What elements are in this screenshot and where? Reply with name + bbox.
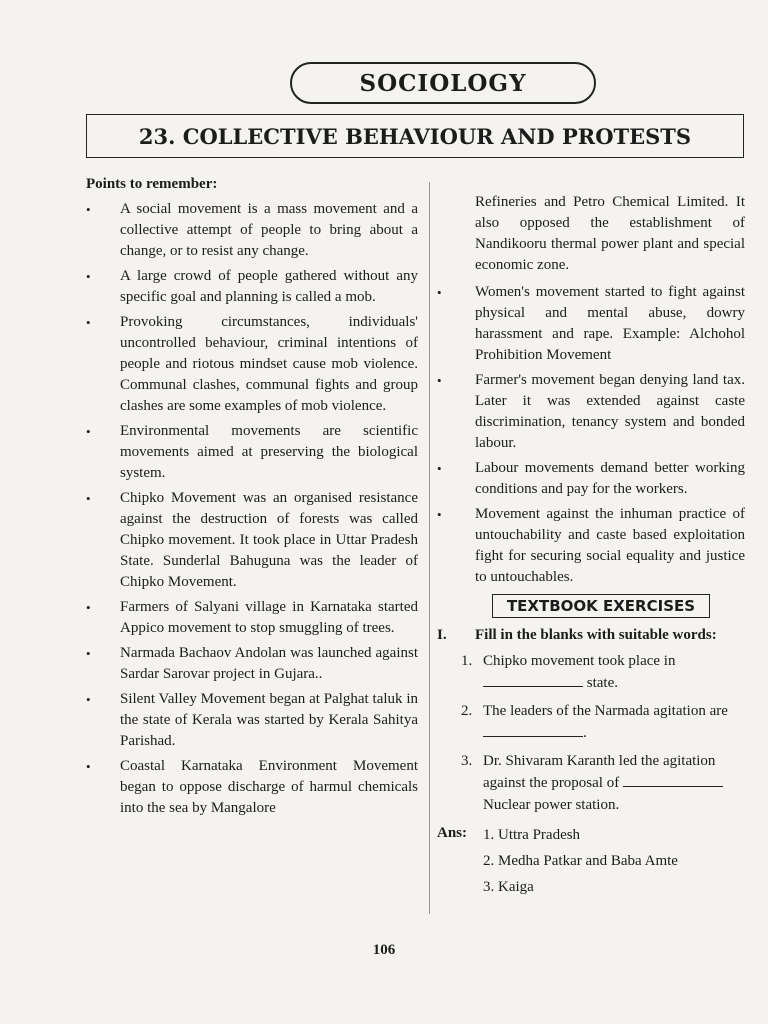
list-item: • Coastal Karnataka Environment Movement began to oppose discharge of harmul chemicals into the sea by Mangalore — [86, 758, 418, 816]
bullet-icon: • — [86, 269, 91, 284]
section-instruction — [437, 624, 745, 646]
bullet-icon: • — [86, 424, 91, 439]
bullet-icon: • — [437, 285, 442, 300]
answers-label: Ans: — [437, 825, 468, 841]
question-item — [437, 700, 745, 744]
question-text-after: Nuclear power station. — [483, 797, 620, 813]
exercises-title-wrap — [457, 594, 745, 618]
question-item — [437, 650, 745, 694]
answers-list — [483, 822, 678, 900]
bullet-icon: • — [86, 646, 91, 661]
list-item: • A large crowd of people gathered without any specific goal and planning is called a mob. — [86, 268, 418, 305]
left-column — [86, 176, 418, 823]
question-text: The leaders of the Narmada agitation are — [483, 703, 728, 719]
chapter-title: 23. COLLECTIVE BEHAVIOUR AND PROTESTS — [86, 114, 744, 158]
question-text-after: state. — [586, 675, 618, 691]
section-mark: I. — [437, 627, 447, 643]
answer-blank — [483, 672, 583, 687]
list-item: • Environmental movements are scientific movements aimed at preserving the biological system. — [86, 423, 418, 481]
list-item: • Silent Valley Movement began at Palghat taluk in the state of Kerala was started by Kerala Sahitya Parishad. — [86, 691, 418, 749]
answer-item: 3. Kaiga — [483, 879, 534, 895]
answer-blank — [623, 772, 723, 787]
list-item: • Narmada Bachaov Andolan was launched against Sardar Sarovar project in Gujara.. — [86, 645, 418, 682]
question-text: Dr. Shivaram Karanth led the agitation against the proposal of — [483, 753, 716, 791]
points-list-right — [437, 282, 745, 588]
points-list-left — [86, 199, 418, 819]
answer-item: 2. Medha Patkar and Baba Amte — [483, 853, 678, 869]
list-item: • Chipko Movement was an organised resistance against the destruction of forests was called Chipko movement. It took place in Uttar Pradesh State. Sunderlal Bahuguna was the leader of Chipko Movement. — [86, 490, 418, 590]
question-number: 1. — [461, 653, 473, 669]
bullet-icon: • — [86, 315, 91, 330]
list-item: • Women's movement started to fight against physical and mental abuse, dowry harassment and rape. Example: Alchohol Prohibition Movement — [437, 284, 745, 363]
list-item: • Movement against the inhuman practice of untouchability and caste based exploitation fight for securing social equality and justice to untouchables. — [437, 506, 745, 585]
answers-block — [437, 822, 745, 900]
column-divider — [429, 182, 430, 914]
bullet-icon: • — [86, 600, 91, 615]
list-item: • Farmer's movement began denying land tax. Later it was extended against caste discrimination, tenancy system and bonded labour. — [437, 372, 745, 451]
answer-blank — [483, 722, 583, 737]
instruction-text: Fill in the blanks with suitable words: — [475, 627, 717, 643]
exercises-title: TEXTBOOK EXERCISES — [492, 594, 710, 618]
subject-title: SOCIOLOGY — [290, 62, 596, 104]
bullet-icon: • — [437, 373, 442, 388]
continued-point-text: Refineries and Petro Chemical Limited. It also opposed the establishment of Nandikooru thermal power plant and special economic zone. — [475, 194, 745, 273]
list-item: • Farmers of Salyani village in Karnataka started Appico movement to stop smuggling of trees. — [86, 599, 418, 636]
bullet-icon: • — [86, 202, 91, 217]
bullet-icon: • — [86, 759, 91, 774]
question-number: 2. — [461, 703, 473, 719]
bullet-icon: • — [86, 491, 91, 506]
list-item: • A social movement is a mass movement and a collective attempt of people to bring about a change, or to resist any change. — [86, 201, 418, 259]
list-item: • Labour movements demand better working conditions and pay for the workers. — [437, 460, 745, 497]
points-heading: Points to remember: — [86, 176, 218, 192]
question-number: 3. — [461, 753, 473, 769]
right-column — [437, 192, 745, 900]
bullet-icon: • — [86, 692, 91, 707]
question-text: Chipko movement took place in — [483, 653, 676, 669]
question-text-after: . — [583, 725, 587, 741]
page-number: 106 — [372, 942, 396, 958]
bullet-icon: • — [437, 461, 442, 476]
question-item — [437, 750, 745, 816]
answer-item: 1. Uttra Pradesh — [483, 827, 581, 843]
bullet-icon: • — [437, 507, 442, 522]
list-item: • Provoking circumstances, individuals' uncontrolled behaviour, criminal intentions of people and riotous mindset cause mob violence. Communal clashes, communal fights and group clashes are some examples of mob violence. — [86, 314, 418, 414]
